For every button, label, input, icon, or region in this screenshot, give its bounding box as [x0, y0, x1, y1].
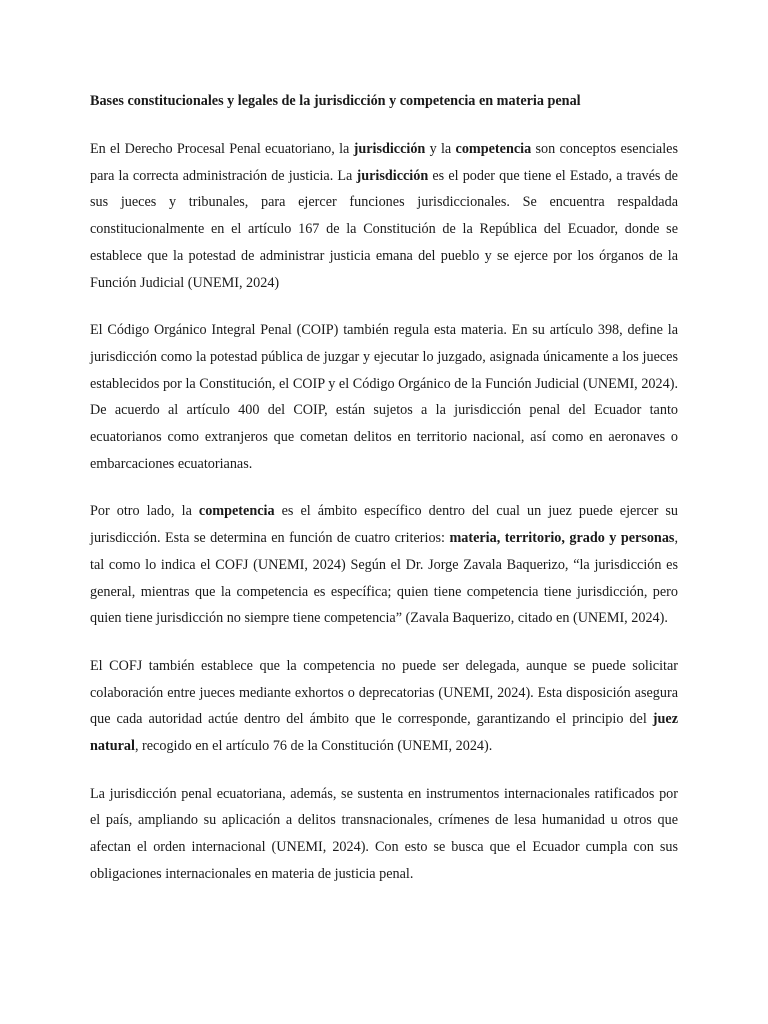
- term-competencia: competencia: [455, 141, 532, 157]
- term-criterios: materia, territorio, grado y personas: [449, 530, 675, 547]
- paragraph-3-text-c: es el ámbito específico dentro del cual un juez puede ejercer su jurisdicción. Esta se determina en función de cuatro criterios:: [90, 503, 678, 547]
- paragraph-1: [90, 136, 678, 296]
- paragraph-5: La jurisdicción penal ecuatoriana, además, se sustenta en instrumentos internacionales ratificados por el país, ampliando su aplicación a delitos transnacionales, crímenes de lesa humanidad u otros que afectan el orden internacional (UNEMI, 2024). Con esto se busca que el Ecuador cumpla con sus obligaciones internacionales en materia de justicia penal.: [90, 785, 678, 882]
- paragraph-4-text-c: , recogido en el artículo 76 de la Constitución (UNEMI, 2024).: [134, 738, 493, 755]
- paragraph-3: [90, 498, 678, 632]
- paragraph-1-text-a: En el Derecho Procesal Penal ecuatoriano, la: [90, 141, 354, 157]
- document-body: [90, 88, 678, 909]
- term-jurisdiccion-2: jurisdicción: [356, 167, 429, 184]
- paragraph-3-text-d: , tal como lo indica el COFJ (UNEMI, 2024) Según el Dr. Jorge Zavala Baquerizo, “la jurisdicción es general, mientras que la competencia es específica; quien tiene competencia tiene jurisdicción, pero quien tiene jurisdicción no siempre tiene competencia” (Zavala Baquerizo, citado en (UNEMI, 2024).: [90, 530, 678, 627]
- paragraph-4: [90, 653, 678, 760]
- paragraph-1-text-c: y la: [425, 141, 456, 157]
- term-jurisdiccion: jurisdicción: [353, 141, 426, 157]
- document-title: Bases constitucionales y legales de la jurisdicción y competencia en materia penal: [90, 93, 581, 109]
- paragraph-2: El Código Orgánico Integral Penal (COIP) también regula esta materia. En su artículo 398, define la jurisdicción como la potestad pública de juzgar y ejecutar lo juzgado, asignada únicamente a los jueces establecidos por la Constitución, el COIP y el Código Orgánico de la Función Judicial (UNEMI, 2024). De acuerdo al artículo 400 del COIP, están sujetos a la jurisdicción penal del Ecuador tanto ecuatorianos como extranjeros que cometan delitos en territorio nacional, así como en aeronaves o embarcaciones ecuatorianas.: [90, 322, 678, 472]
- paragraph-1-text-e: es el poder que tiene el Estado, a través de sus jueces y tribunales, para ejercer funciones jurisdiccionales. Se encuentra respaldada constitucionalmente en el artículo 167 de la Constitución de la República del Ecuador, donde se establece que la potestad de administrar justicia emana del pueblo y se ejerce por los órganos de la Función Judicial (UNEMI, 2024): [90, 167, 678, 291]
- term-competencia-2: competencia: [198, 503, 275, 520]
- paragraph-4-text-a: El COFJ también establece que la competencia no puede ser delegada, aunque se puede solicitar colaboración entre jueces mediante exhortos o deprecatorias (UNEMI, 2024). Esta disposición asegura que cada autoridad actúe dentro del ámbito que le corresponde, garantizando el principio del: [90, 657, 678, 728]
- paragraph-3-text-a: Por otro lado, la: [90, 503, 199, 520]
- paragraph-1-text-d: son conceptos esenciales para la correcta administración de justicia. La: [90, 141, 678, 184]
- term-juez-natural: juez natural: [90, 711, 678, 755]
